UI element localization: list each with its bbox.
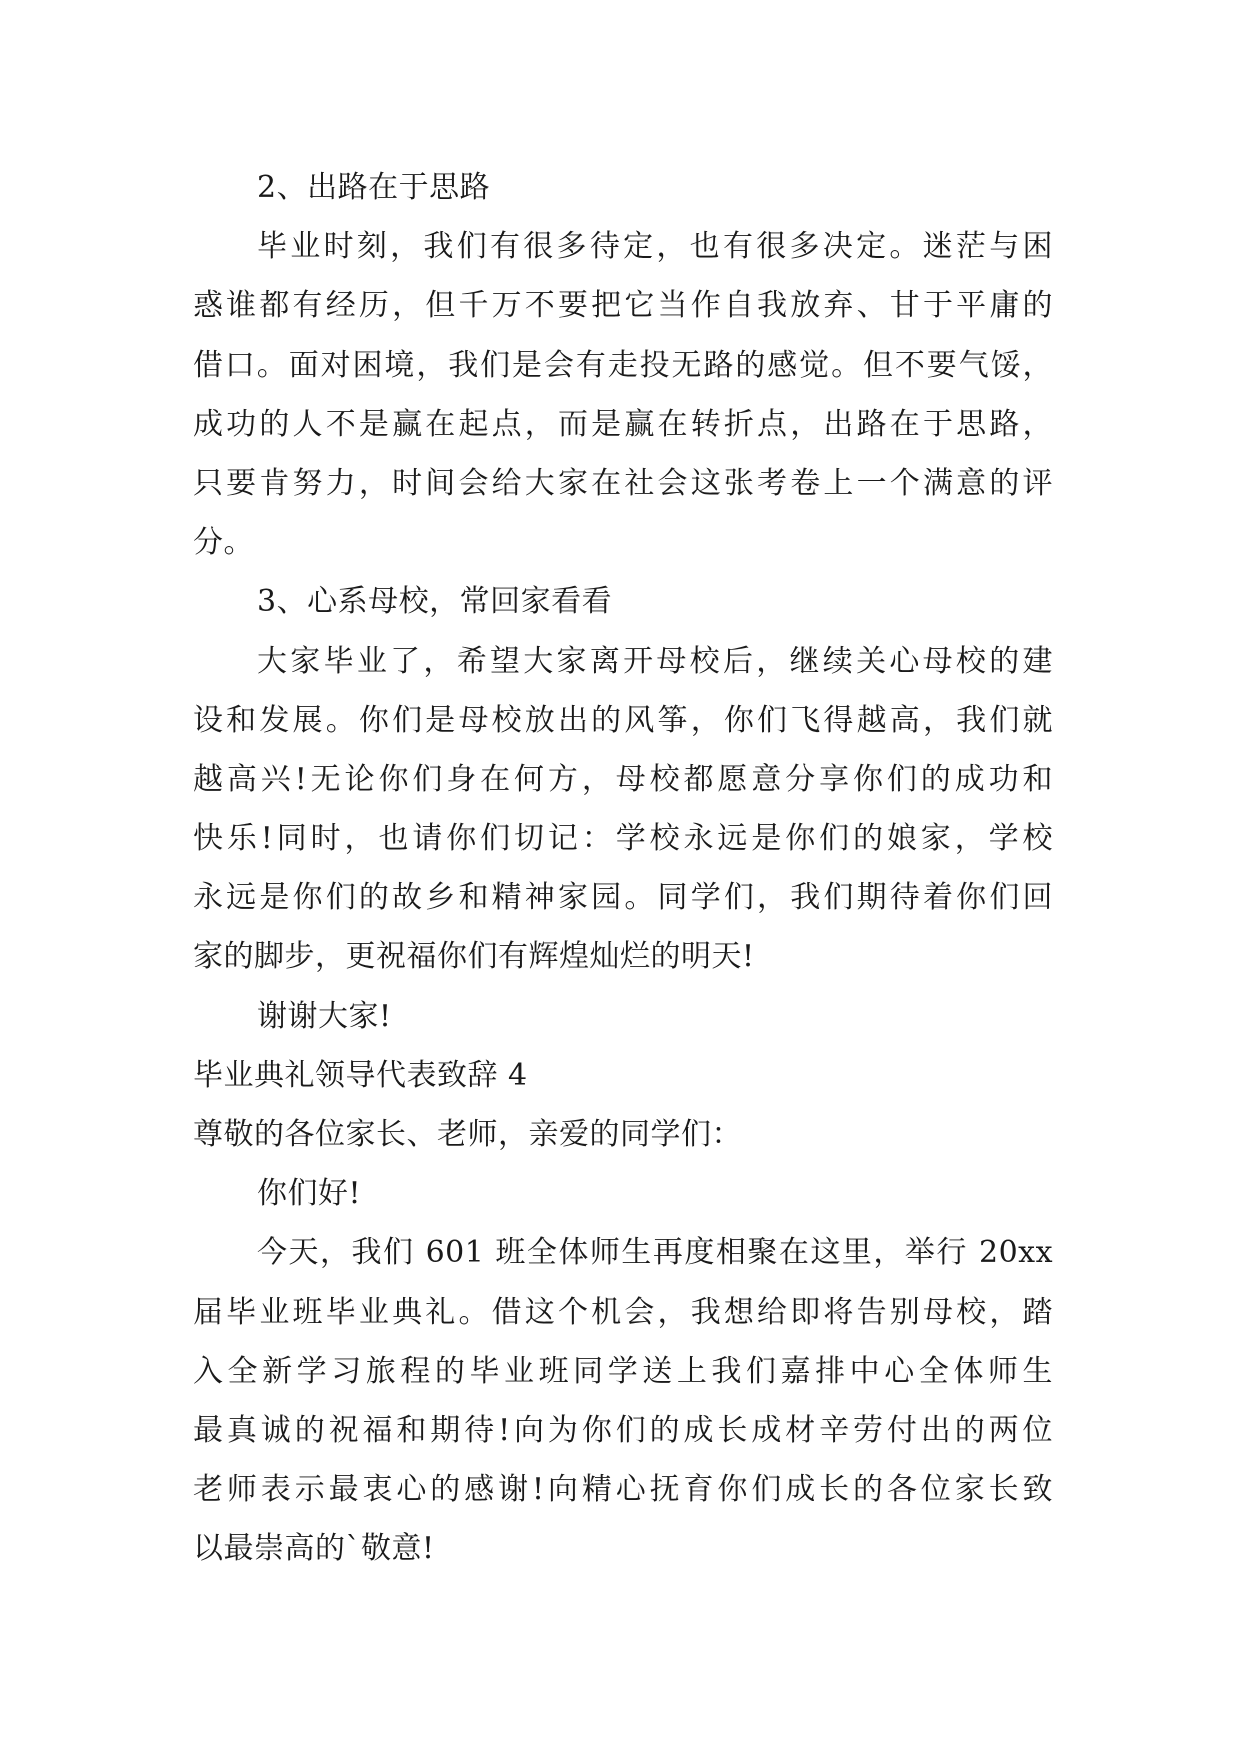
paragraph-line: 最真诚的祝福和期待!向为你们的成长成材辛劳付出的两位 bbox=[193, 1412, 1053, 1448]
salutation: 尊敬的各位家长、老师，亲爱的同学们： bbox=[193, 1117, 742, 1152]
paragraph-line: 届毕业班毕业典礼。借这个机会，我想给即将告别母校，踏 bbox=[193, 1294, 1053, 1330]
paragraph-line: 分。 bbox=[193, 525, 254, 561]
document-body bbox=[193, 158, 1063, 1579]
section-heading-3: 3、心系母校，常回家看看 bbox=[257, 584, 613, 620]
paragraph-line: 今天，我们 601 班全体师生再度相聚在这里，举行 20xx bbox=[257, 1235, 1053, 1271]
paragraph-line: 老师表示最衷心的感谢!向精心抚育你们成长的各位家长致 bbox=[193, 1472, 1053, 1508]
paragraph-line: 借口。面对困境，我们是会有走投无路的感觉。但不要气馁， bbox=[193, 347, 1053, 383]
paragraph-line: 大家毕业了，希望大家离开母校后，继续关心母校的建 bbox=[257, 643, 1053, 679]
paragraph-line: 家的脚步，更祝福你们有辉煌灿烂的明天! bbox=[193, 939, 755, 975]
paragraph-line: 毕业时刻，我们有很多待定，也有很多决定。迷茫与困 bbox=[257, 229, 1053, 265]
paragraph-line: 入全新学习旅程的毕业班同学送上我们嘉排中心全体师生 bbox=[193, 1353, 1053, 1389]
paragraph-line: 成功的人不是赢在起点，而是赢在转折点，出路在于思路， bbox=[193, 406, 1053, 442]
closing-thanks: 谢谢大家! bbox=[257, 998, 392, 1034]
speech-title: 毕业典礼领导代表致辞 4 bbox=[193, 1057, 528, 1093]
greeting: 你们好! bbox=[257, 1176, 362, 1212]
paragraph-line: 惑谁都有经历，但千万不要把它当作自我放弃、甘于平庸的 bbox=[193, 288, 1053, 324]
paragraph-line: 永远是你们的故乡和精神家园。同学们，我们期待着你们回 bbox=[193, 880, 1053, 916]
paragraph-line: 以最崇高的`敬意! bbox=[193, 1531, 435, 1567]
paragraph-line: 设和发展。你们是母校放出的风筝，你们飞得越高，我们就 bbox=[193, 702, 1053, 738]
paragraph-line: 越高兴!无论你们身在何方，母校都愿意分享你们的成功和 bbox=[193, 761, 1053, 797]
paragraph-line: 只要肯努力，时间会给大家在社会这张考卷上一个满意的评 bbox=[193, 465, 1053, 501]
section-heading-2: 2、出路在于思路 bbox=[257, 170, 491, 205]
paragraph-line: 快乐!同时，也请你们切记：学校永远是你们的娘家，学校 bbox=[193, 821, 1053, 857]
